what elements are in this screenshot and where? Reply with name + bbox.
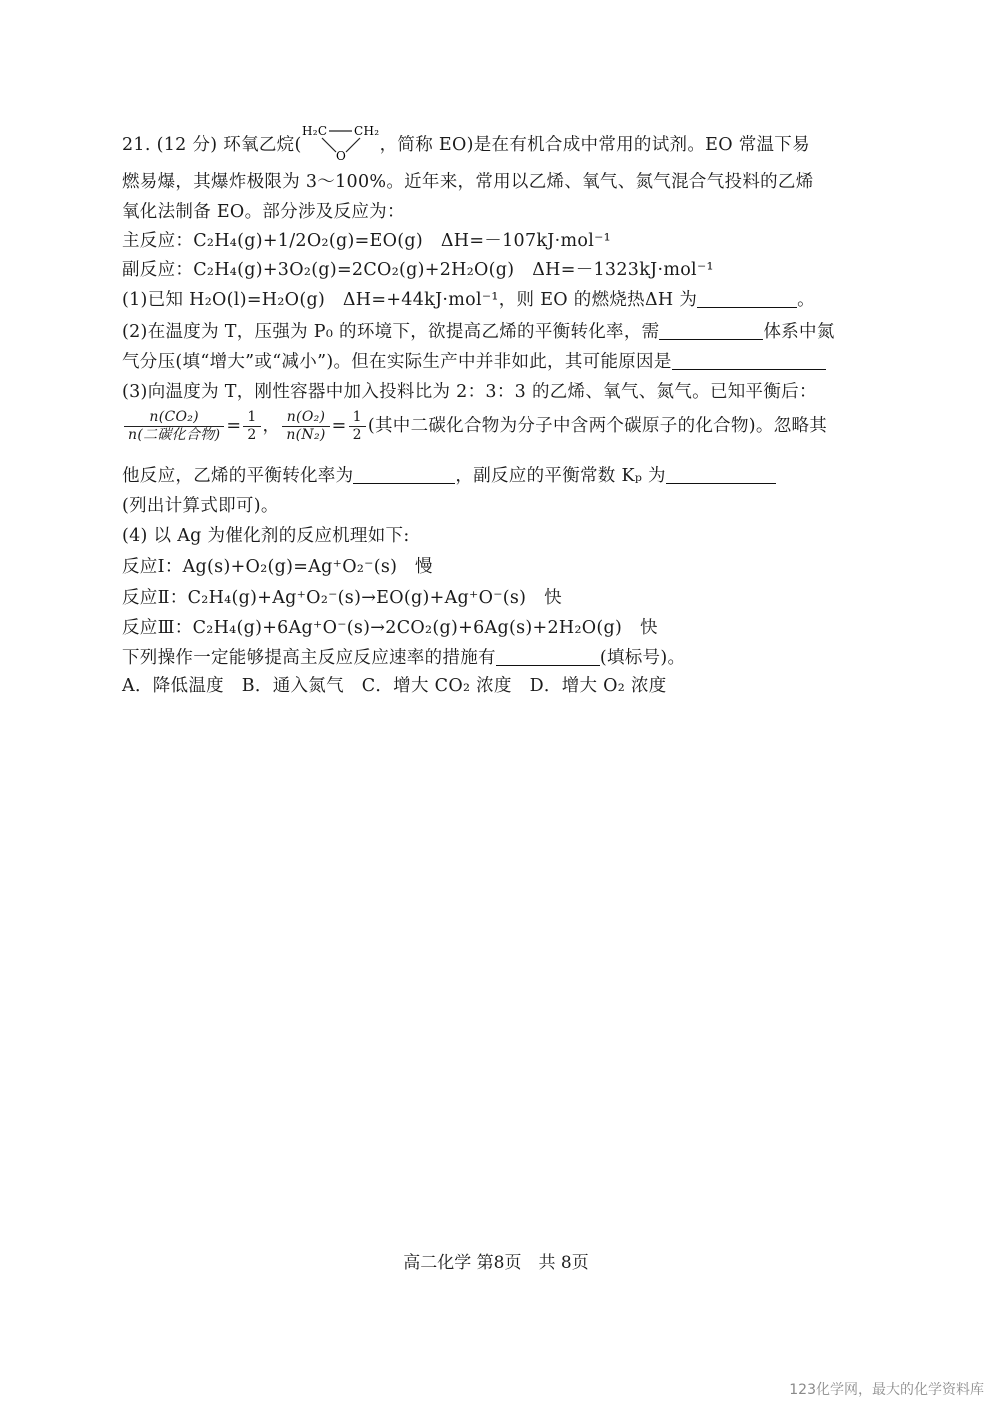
fraction-co2-over-c2: [124, 409, 224, 444]
part2-line-2-text: 气分压(填“增大”或“减小”)。但在实际生产中并非如此，其可能原因是: [122, 352, 672, 372]
part3-line-3b: ，副反应的平衡常数 Kₚ 为: [455, 466, 666, 486]
frac2-denominator: n(N₂): [286, 427, 326, 443]
part4-ask-a: 下列操作一定能够提高主反应反应速率的措施有: [122, 648, 496, 668]
question-line-2: 燃易爆，其爆炸极限为 3～100%。近年来，常用以乙烯、氧气、氮气混合气投料的乙烯: [122, 172, 814, 192]
mechanism-step-1: 反应Ⅰ：Ag(s)+O₂(g)=Ag⁺O₂⁻(s) 慢: [122, 557, 433, 577]
part3-line-3: [122, 464, 776, 488]
main-reaction: 主反应：C₂H₄(g)+1/2O₂(g)=EO(g) ΔH=－107kJ·mol⁻¹: [122, 231, 611, 251]
question-21-header: [122, 122, 810, 162]
co-bond-right: [346, 138, 360, 152]
answer-blank-3[interactable]: [672, 351, 826, 370]
part2-text-b: 体系中氮: [763, 322, 835, 342]
question-line-3: 氧化法制备 EO。部分涉及反应为：: [122, 202, 405, 222]
answer-options: A．降低温度 B．通入氮气 C．增大 CO₂ 浓度 D．增大 O₂ 浓度: [122, 676, 667, 696]
question-intro-b: ，简称 EO)是在有机合成中常用的试剂。EO 常温下易: [379, 135, 810, 155]
part4-ask: [122, 646, 685, 670]
answer-blank-1[interactable]: [697, 289, 797, 308]
part3-line-4: (列出计算式即可)。: [122, 496, 279, 516]
frac2-numerator: n(O₂): [282, 409, 329, 427]
co-bond-left: [322, 138, 336, 152]
answer-blank-2[interactable]: [659, 321, 763, 340]
fraction-value-2: [349, 409, 366, 444]
struct-left-label: H₂C: [301, 124, 327, 138]
part2-line-1: [122, 320, 835, 344]
struct-oxygen-label: O: [335, 149, 346, 162]
part2-line-2: [122, 350, 826, 374]
frac1-numerator: n(CO₂): [124, 409, 224, 427]
part1-text: (1)已知 H₂O(l)=H₂O(g) ΔH=+44kJ·mol⁻¹，则 EO 的燃烧热ΔH 为: [122, 290, 698, 310]
frac2-value-num: 1: [349, 409, 366, 427]
frac1-value-num: 1: [243, 409, 260, 427]
part2-text-a: (2)在温度为 T，压强为 P₀ 的环境下，欲提高乙烯的平衡转化率，需: [122, 322, 660, 342]
struct-right-label: CH₂: [353, 124, 379, 138]
frac1-denominator: n(二碳化合物): [128, 427, 221, 443]
mechanism-step-2: 反应Ⅱ：C₂H₄(g)+Ag⁺O₂⁻(s)→EO(g)+Ag⁺O⁻(s) 快: [122, 588, 562, 608]
answer-blank-4[interactable]: [353, 465, 455, 484]
frac2-value-den: 2: [352, 427, 362, 443]
question-intro-a: 环氧乙烷(: [223, 135, 302, 155]
answer-blank-6[interactable]: [496, 647, 600, 666]
part1: [122, 288, 815, 312]
fraction-value-1: [243, 409, 260, 444]
part1-end: 。: [797, 290, 815, 310]
side-reaction: 副反应：C₂H₄(g)+3O₂(g)=2CO₂(g)+2H₂O(g) ΔH=－1323kJ·mol⁻¹: [122, 260, 714, 280]
part3-line-1: (3)向温度为 T，刚性容器中加入投料比为 2：3：3 的乙烯、氧气、氮气。已知平衡后：: [122, 382, 817, 402]
page-footer: 高二化学 第8页 共 8页: [403, 1253, 589, 1273]
question-score: (12 分): [156, 135, 218, 155]
fraction-o2-over-n2: [282, 409, 329, 444]
epoxide-structure-diagram: [302, 122, 380, 162]
site-watermark: 123化学网，最大的化学资料库: [789, 1382, 984, 1398]
part4-ask-b: (填标号)。: [599, 648, 686, 668]
mechanism-step-3: 反应Ⅲ：C₂H₄(g)+6Ag⁺O⁻(s)→2CO₂(g)+6Ag(s)+2H₂O(g) 快: [122, 618, 658, 638]
part4-intro: (4) 以 Ag 为催化剂的反应机理如下:: [122, 526, 410, 546]
frac1-value-den: 2: [247, 427, 257, 443]
part3-line-2: $\frac{\text{n(CO₂)}}{\text{n(二碳化合物)}}$ = $\frac{1}{2}$ ， $\frac{\text{n(O₂)}}{\text{n(N₂)}}$ = $\frac{1}{2}$ (其中二碳化合物为分子中含两个碳原子的化合物)。忽略其: [122, 406, 827, 446]
question-number: 21.: [122, 135, 151, 155]
answer-blank-5[interactable]: [666, 465, 776, 484]
part3-line-3a: 他反应，乙烯的平衡转化率为: [122, 466, 354, 486]
part3-line-2-tail: (其中二碳化合物为分子中含两个碳原子的化合物)。忽略其: [367, 416, 828, 436]
